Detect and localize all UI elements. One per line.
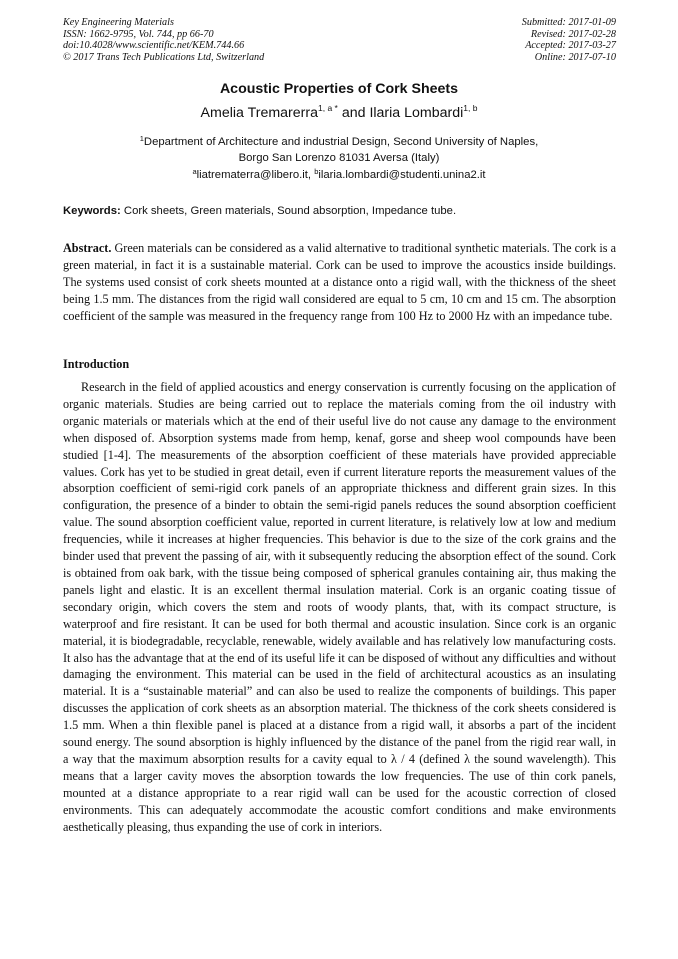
affiliation-line: $^1$Department of Architecture and industrial Design, Second University of Naples, [139,134,539,148]
abstract-label: Abstract. [63,241,112,255]
author-emails [0,167,678,181]
date-submitted: Submitted: 2017-01-09 [521,17,616,28]
date-online: Online: 2017-07-10 [534,51,616,63]
keywords-text: Cork sheets, Green materials, Sound absorption, Impedance tube. [120,205,457,217]
journal-info [63,17,264,63]
publication-dates [522,17,616,63]
journal-copyright: © 2017 Trans Tech Publications Ltd, Switzerland [63,51,265,63]
date-revised: Revised: 2017-02-28 [530,28,616,40]
journal-name: Key Engineering Materials [63,17,174,28]
author-name: Ilaria Lombardi [369,105,464,121]
keywords [63,205,616,217]
email-marker: a [192,167,197,176]
date-accepted: Accepted: 2017-03-27 [525,40,616,52]
email-marker: b [314,167,319,176]
journal-issn: ISSN: 1662-9795, Vol. 744, pp 66-70 [63,28,214,40]
author-affiliation-marker: 1, a * [318,103,338,113]
author-line [0,103,678,121]
abstract-text: Green materials can be considered as a valid alternative to traditional synthetic materials. The cork is a green material, in fact it is a sustainable material. Cork can be used to improve the acoustics inside buildings. The systems used consist of cork sheets mounted at a distance onto a rigid wall, with the thickness of the sheet being 1.5 mm. The distances from the rigid wall considered are equal to 5 cm, 10 cm and 15 cm. The absorption coefficient of the sample was measured in the frequency range from 100 Hz to 2000 Hz with an impedance tube. [63,241,616,324]
author-connector: and [337,105,370,121]
abstract [63,240,616,325]
affiliation [0,131,678,166]
author-name: Amelia Tremarerra [200,105,319,121]
email-address: ilaria.lombardi@studenti.unina2.it [318,169,486,181]
paper-title: Acoustic Properties of Cork Sheets [219,81,459,97]
author-affiliation-marker: 1, b [463,103,478,113]
keywords-label: Keywords: [63,205,121,217]
email-address: liatrematerra@libero.it, [196,169,315,181]
introduction-body: Research in the field of applied acoustics and energy conservation is currently focusing on the application of organic materials. Studies are being carried out to replace the materials coming from the oil industry with organic materials or materials which at the end of their useful live do not cause any damage to the environment when disposed of. Absorption systems made from hemp, kenaf, gorse and sheep wool compounds have been studied [1-4]. The measurements of the absorption coefficient of these materials have provided appreciable values. Cork has yet to be studied in great detail, even if current literature reports the measurement values of the absorption coefficient of semi-rigid cork panels of an appropriate thickness and different grain sizes. In this configuration, the presence of a binder to obtain the semi-rigid panels reduces the sound absorption coefficient value. The sound absorption coefficient value, reported in current literature, is relatively low at low and medium frequencies, while it increases at higher frequencies. This behavior is due to the size of the cork grains and the binder used that prevent the passing of air, with it subsequently reducing the absorption effect of the sound. Cork is obtained from oak bark, with the tissue being composed of spherical granules containing air, thus making the panels light and elastic. It is an excellent thermal insulation material. Cork is an organic coating tissue of secondary origin, which covers the stem and roots of woody plants, that, with its compact structure, is waterproof and fire resistant. It can be used for both thermal and acoustic insulation. Since cork is an organic material, it is biodegradable, recyclable, renewable, widely available and has relatively low manufacturing costs. It also has the advantage that at the end of its useful life it can be disposed of without any difficulties and without damaging the environment. This material can be used in the field of architectural acoustics as an insulating material. It is a “sustainable material” and can also be used to realize the components of buildings. This paper discusses the application of cork sheets as an absorption material. The thickness of the cork sheets considered is 1.5 mm. When a thin flexible panel is placed at a distance from a rigid wall, it absorbs a part of the incident sound energy. The sound absorption is highly influenced by the distance of the panel from the rigid rear wall, in a way that the maximum absorption results for a cavity equal to λ / 4 (defined λ the sound wavelength). This means that a larger cavity moves the absorption towards the low frequencies. The use of thin cork panels, mounted at a distance appropriate to a rear rigid wall can be used for the acoustic correction of closed environments. This can adequately accommodate the acoustic comfort conditions and make environments aesthetically pleasing, thus expanding the use of cork in interiors. [63,380,616,834]
section-heading: Introduction [63,357,130,371]
affiliation-line: Borgo San Lorenzo 81031 Aversa (Italy) [238,152,440,164]
journal-doi: doi:10.4028/www.scientific.net/KEM.744.66 [63,40,245,52]
affiliation-marker: 1 [139,134,144,143]
